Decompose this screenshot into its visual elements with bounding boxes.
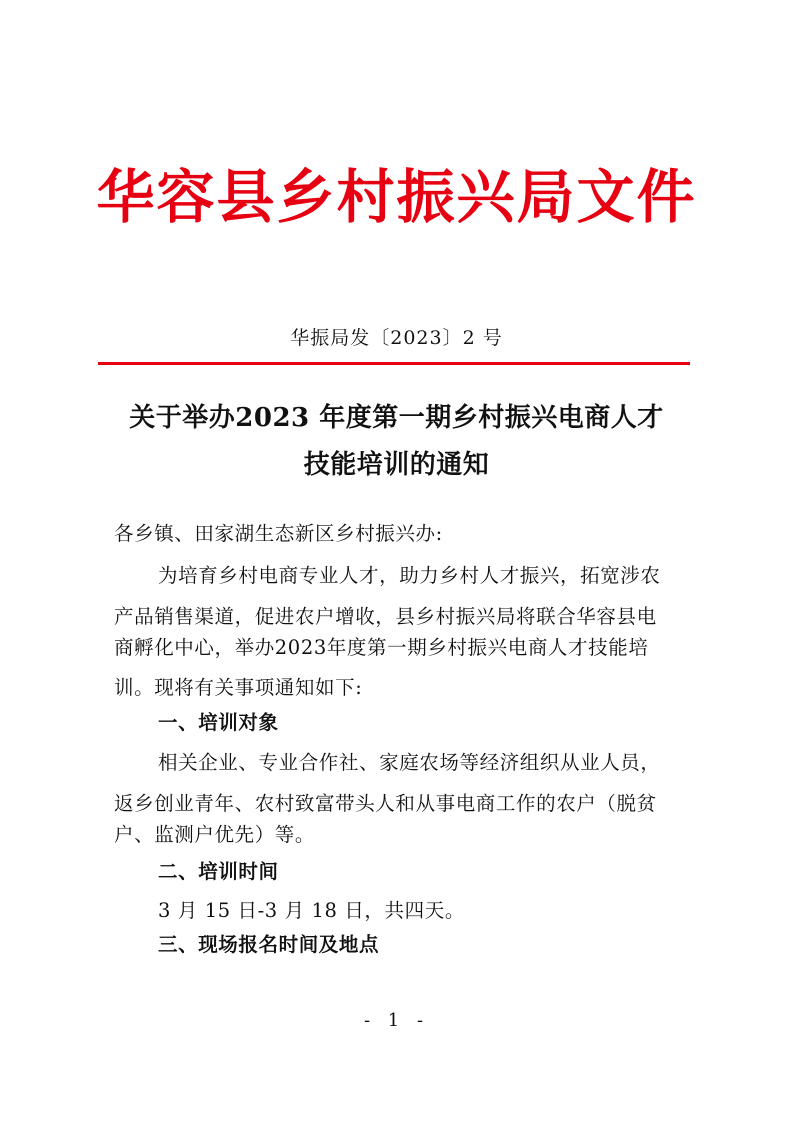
intro-paragraph-line: 训。现将有关事项通知如下:: [114, 676, 363, 699]
addressee: 各乡镇、田家湖生态新区乡村振兴办:: [114, 522, 443, 545]
section-heading-participants: 一、培训对象: [158, 711, 279, 734]
notice-title-line-1: 关于举办2023 年度第一期乡村振兴电商人才: [129, 403, 664, 433]
red-separator-line: [98, 362, 690, 365]
section-heading-schedule: 二、培训时间: [158, 860, 279, 883]
section-heading-registration: 三、现场报名时间及地点: [158, 933, 380, 956]
document-number: 华振局发〔2023〕2 号: [290, 327, 503, 349]
section-paragraph-line: 3 月 15 日-3 月 18 日，共四天。: [158, 899, 465, 922]
page-number: - 1 -: [363, 1010, 430, 1031]
section-paragraph-line: 户、监测户优先）等。: [114, 823, 316, 846]
notice-title-line-2: 技能培训的通知: [303, 450, 490, 480]
intro-paragraph-line: 商孵化中心，举办2023年度第一期乡村振兴电商人才技能培: [114, 636, 649, 659]
section-paragraph-line: 相关企业、专业合作社、家庭农场等经济组织从业人员，: [158, 751, 661, 774]
intro-paragraph-line: 产品销售渠道，促进农户增收，县乡村振兴局将联合华容县电: [114, 605, 657, 628]
intro-paragraph-line: 为培育乡村电商专业人才，助力乡村人才振兴，拓宽涉农: [158, 564, 661, 587]
issuing-authority-title: 华容县乡村振兴局文件: [96, 163, 697, 231]
section-paragraph-line: 返乡创业青年、农村致富带头人和从事电商工作的农户（脱贫: [114, 792, 657, 815]
